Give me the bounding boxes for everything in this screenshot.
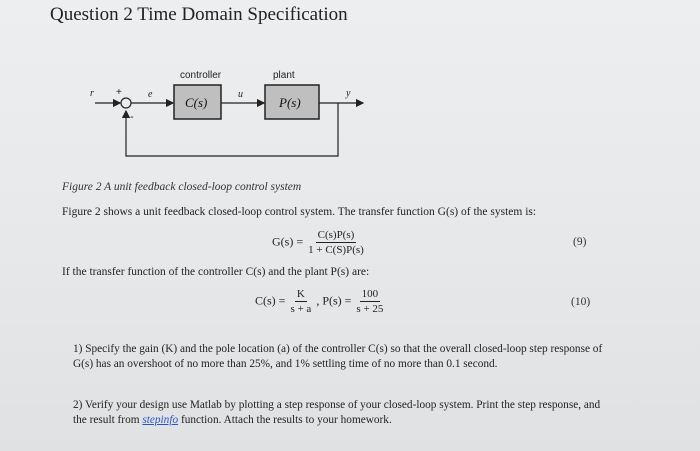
stepinfo-link[interactable]: stepinfo — [142, 413, 179, 426]
equation-10 — [255, 288, 385, 315]
signal-y: y — [346, 88, 351, 99]
equation-10-number: (10) — [571, 296, 591, 308]
signal-u: u — [238, 89, 243, 100]
plus-sign: + — [116, 87, 122, 98]
eq9-numerator: C(s)P(s) — [317, 229, 355, 241]
figure-caption: Figure 2 A unit feedback closed-loop control system — [62, 181, 302, 193]
eq10-p-denominator: s + 25 — [356, 303, 384, 315]
page-title: Question 2 Time Domain Specification — [50, 4, 348, 25]
eq10-c-denominator: s + a — [290, 303, 312, 315]
eq10-c-fraction — [288, 288, 313, 315]
eq10-separator: , P(s) = — [316, 293, 352, 308]
minus-sign: - — [130, 111, 134, 123]
eq9-lhs: G(s) = — [272, 234, 304, 249]
controller-block-label: C(s) — [185, 95, 208, 110]
question-2-text-after: function. Attach the results to your homework. — [178, 413, 392, 426]
eq10-p-fraction — [354, 288, 385, 315]
question-1: 1) Specify the gain (K) and the pole location (a) of the controller C(s) so that the overall closed-loop step response of G(s) has an overshoot of no more than 25%, and 1% settling time of no more than 0.1 second. — [73, 343, 603, 370]
eq9-denominator: 1 + C(S)P(s) — [308, 244, 364, 256]
question-2-text-before: 2) Verify your design use Matlab by plotting a step response of your closed-loop system. Print the step response, and the result from — [73, 399, 601, 426]
controller-paragraph: If the transfer function of the controller C(s) and the plant P(s) are: — [62, 266, 370, 278]
intro-paragraph: Figure 2 shows a unit feedback closed-loop control system. The transfer function G(s) of the system is: — [62, 206, 537, 218]
equation-9-number: (9) — [573, 236, 587, 248]
eq10-c-lhs: C(s) = — [255, 293, 286, 308]
block-diagram — [80, 60, 380, 165]
question-2 — [73, 398, 613, 427]
eq10-c-numerator: K — [296, 288, 305, 300]
summing-junction — [121, 98, 131, 108]
equation-9 — [272, 229, 366, 256]
eq10-p-numerator: 100 — [361, 288, 379, 300]
eq9-fraction — [306, 229, 366, 256]
plant-block-label: P(s) — [279, 95, 301, 110]
signal-e: e — [148, 89, 153, 100]
plant-label: plant — [273, 70, 295, 81]
controller-label: controller — [180, 70, 222, 81]
signal-r: r — [90, 88, 94, 99]
